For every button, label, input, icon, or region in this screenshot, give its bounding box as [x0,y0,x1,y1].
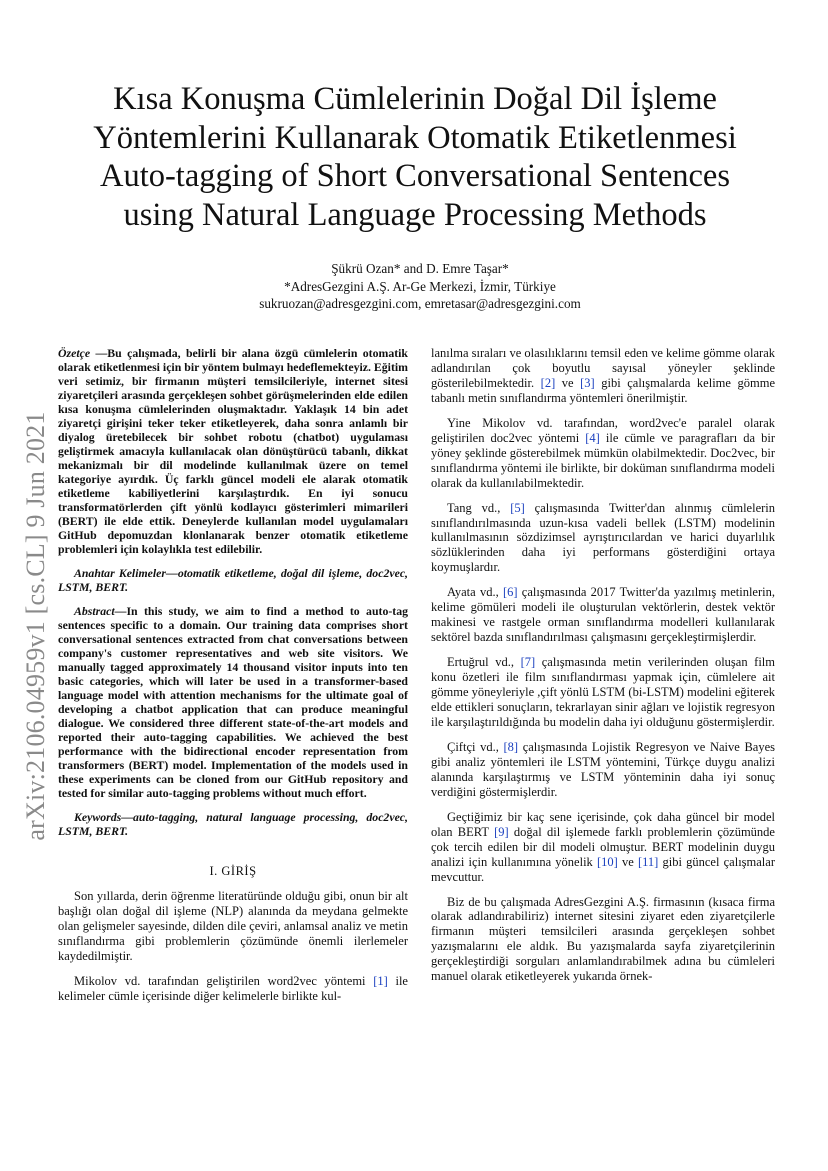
body-text: Tang vd., [447,500,511,515]
paper-title [70,80,760,234]
anahtar-kelimeler-paragraph [58,566,408,594]
abstract-lead: Abstract [74,604,115,618]
body-text: Yine Mikolov vd. tarafından, word2vec'e paralel olarak geliştirilen doc2vec yöntemi [431,415,775,445]
title-line-4: using Natural Language Processing Methods [123,196,707,233]
anahtar-text: —otomatik etiketleme, doğal dil işleme, doc2vec, LSTM, BERT. [58,566,409,594]
author-emails: sukruozan@adresgezgini.com, emretasar@adresgezgini.com [259,296,581,311]
keywords-paragraph [58,810,408,838]
body-text: çalışmasında Lojistik Regresyon ve Naive Bayes gibi analiz yöntemleri ile LSTM yöntemini, Türkçe duygu analizi alanında karşılaştırmış ve LSTM yönteminin daha iyi sonuç verdiğini göstermişlerdir. [431,739,776,799]
abstract-text: —In this study, we aim to find a method to auto-tag sentences specific to a domain. Our training data comprises short conversational sentences extracted from chat conversations between company's customer representatives and web site visitors. We manually tagged approximately 14 thousand visitor inputs into ten basic categories, which will later be used in a transformer-based language model with attention mechanisms for the ultimate goal of developing a chatbot application that can produce meaningful dialogue. We considered three different state-of-the-art models and reported their auto-tagging capabilities. We achieved the best performance with the bidirectional encoder representation from transformers (BERT) model. Implementation of the models used in these experiments can be cloned from our GitHub repository and tested for similar auto-tagging problems without much effort. [58,604,408,800]
keywords-lead: Keywords [74,810,122,824]
body-paragraph: Biz de bu çalışmada AdresGezgini A.Ş. firmasının (kısaca firma olarak adlandırabiliriz) internet sitesini ziyaret eden ziyaretçilerle firmanın müşteri temsilcileri arasında gerçekleşen sohbet yazışmalarını ele aldık. Bu yazışmalarda sayfa ziyaretçilerinin gerçekleştirdiği sorguları anlamlandırabilmek adına bu cümleleri manuel olarak etiketleyerek yukarıda örnek- [431,894,775,984]
body-paragraph [431,655,775,730]
body-paragraph [58,974,408,1004]
body-text: ile kelimeler cümle içerisinde diğer kelimelerle birlikte kul- [58,973,408,1003]
citation-link[interactable]: [11] [637,854,659,869]
section-heading-giris: I. GİRİŞ [209,864,257,878]
body-text: ve [555,375,581,390]
citation-link[interactable]: [4] [585,430,600,445]
body-text: Çiftçi vd., [447,739,504,754]
ozetce-paragraph [58,346,408,556]
body-text: Mikolov vd. tarafından geliştirilen word2vec yöntemi [74,973,374,988]
citation-link[interactable]: [2] [540,375,556,390]
author-names: Şükrü Ozan* and D. Emre Taşar* [331,261,509,276]
citation-link[interactable]: [10] [596,854,618,869]
citation-link[interactable]: [5] [510,500,525,515]
citation-link[interactable]: [1] [373,973,388,988]
citation-link[interactable]: [7] [520,655,536,670]
right-column [431,346,775,994]
citation-link[interactable]: [3] [580,375,595,390]
body-paragraph [431,501,775,576]
body-paragraph [431,346,775,406]
arxiv-identifier [16,376,56,876]
body-text: lanılma sıraları ve olasılıklarını temsil eden ve kelime gömme olarak adlandırılan çok boyutlu sayısal yöneyler şeklinde gösterilebilmektedir. [431,346,775,390]
body-text: Ayata vd., [447,585,503,600]
arxiv-identifier-text: arXiv:2106.04959v1 [cs.CL] 9 Jun 2021 [21,411,50,841]
title-line-3: Auto-tagging of Short Conversational Sentences [99,158,731,194]
abstract-paragraph [58,604,408,800]
body-text: çalışmasında Twitter'dan alınmış cümlelerin sınıflandırılmasında uzun-kısa vadeli bellek (LSTM) modelinin kullanılmasının sözdizimsel ayrıştırıcılardan ve harici duyarlılık sözlüklerinden daha iyi performans gösterdiğini ortaya koymuşlardır. [431,500,776,575]
body-text: ile cümle ve paragrafları da bir yöney şeklinde gösterebilmek mümkün olabilmektedir. Doc2vec, bir sınıflandırma yöntemi ile birlikte, bir doküman sınıflandırma modeli olarak da kullanılabilmektedir. [431,430,775,490]
body-text: Ertuğrul vd., [447,655,521,670]
ozetce-text: —Bu çalışmada, belirli bir alana özgü cümlelerin otomatik olarak etiketlenmesi için bir yöntem bulmayı hedeflemekteyiz. Eğitim veri setimiz, bir firmanın müşteri temsilcileriyle, internet sitesi ziyaretçileri arasında gerçekleşen sohbet görüşmelerinden elde edilen kısa konuşma cümlelerinden oluşmaktadır. Yaklaşık 14 bin adet ziyaretçi girişini teker teker etiketleyerek, daha sonra anlamlı bir diyalog üretebilecek bir sohbet robotu (chatbot) uygulaması geliştirmek amacıyla kullanılacak olan dönüştürücü tabanlı, dikkat mekanizmalı bir dil modelinde kullanılmak üzere on temel kategoriye ayırdık. Üç farklı güncel modeli ele alarak otomatik etiketleme kabiliyetlerini karşılaştırdık. En iyi sonucu transformatörlerden çift yönlü kodlayıcı gösterimleri mimarileri (BERT) ile elde ettik. Deneylerde kullanılan model uygulamaları GitHub depomuzdan klonlanarak benzer otomatik etiketleme problemleri için kolaylıkla test edilebilir. [58,346,408,556]
citation-link[interactable]: [6] [502,585,518,600]
body-text: doğal dil işlemede farklı problemlerin çözümünde çok tercih edilen bir dil modeli olmuştur. BERT modelinin duygu analizi için kullanımına yönelik [431,824,775,869]
anahtar-lead: Anahtar Kelimeler [74,566,167,580]
author-affiliation: *AdresGezgini A.Ş. Ar-Ge Merkezi, İzmir, Türkiye [284,278,556,294]
body-text: gibi güncel çalışmalar mevcuttur. [431,854,775,884]
body-text: çalışmasında 2017 Twitter'da yazılmış metinlerin, kelime gömüleri modeli ile oluşturulan vektörlerin, destek vektör makinesi ve rastgele orman sınıflandırma modelleri kullanılarak sektörel bazda sınıflandırılması çalışmasını gerçekleştirmişlerdir. [431,585,775,645]
body-paragraph: Son yıllarda, derin öğrenme literatüründe olduğu gibi, onun bir alt başlığı olan doğal dil işleme (NLP) alanında da meydana gelmekte olan gelişmeler sayesinde, dilden dile çeviri, anlamsal analiz ve metin sınıflandırma gibi problemlerin çözümünde önemli ilerlemeler kaydedilmiştir. [58,888,408,963]
body-paragraph [431,740,775,800]
keywords-text: —auto-tagging, natural language processing, doc2vec, LSTM, BERT. [58,810,408,838]
citation-link[interactable]: [8] [503,739,519,754]
body-text: gibi çalışmalarda kelime gömme tabanlı metin sınıflandırma yöntemleri önerilmiştir. [431,375,775,405]
body-paragraph [431,416,775,491]
body-text: çalışmasında metin verilerinden oluşan film konu özetleri ile film sınıflandırması yapmak için, cümlelere ait gömme yöneyleriyle ,çift yönlü LSTM (bi-LSTM) modelini eğiterek elde ettikleri sonuçların, tekrarlayan sinir ağları ve lojistik regresyon ile karşılaştırıldığında bu modelin daha iyi olduğunu göstermişlerdir. [431,655,775,729]
left-column [58,346,408,1014]
author-block [220,260,620,313]
ozetce-lead: Özetçe [58,346,91,360]
body-paragraph [431,810,775,885]
title-line-2: Yöntemlerini Kullanarak Otomatik Etiketlenmesi [93,119,737,156]
citation-link[interactable]: [9] [494,824,509,839]
body-text: ve [617,854,638,869]
body-text: Geçtiğimiz bir kaç sene içerisinde, çok daha güncel bir model olan BERT [431,809,775,839]
title-line-1: Kısa Konuşma Cümlelerinin Doğal Dil İşleme [113,81,717,117]
body-paragraph [431,585,775,645]
